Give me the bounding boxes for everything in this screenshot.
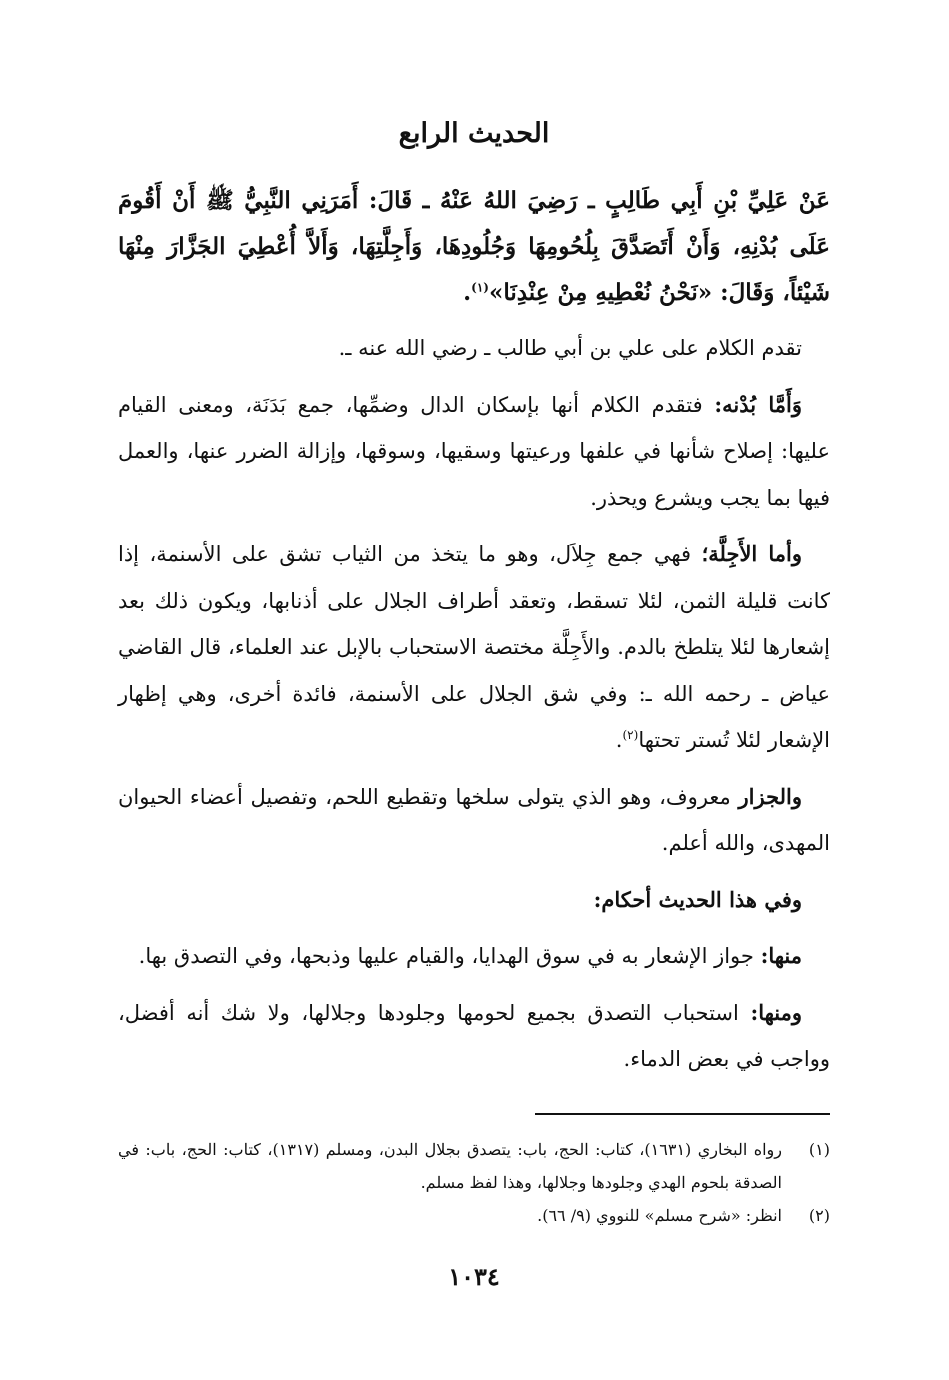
paragraph-body: جواز الإشعار به في سوق الهدايا، والقيام عليها وذبحها، وفي التصدق بها. (138, 944, 754, 968)
paragraph-lead-term: وَأَمَّا بُدْنه: (714, 391, 802, 417)
footnote-number: (١) (808, 1140, 830, 1159)
hadith-text: عَنْ عَلِيِّ بْنِ أَبِي طَالِبٍ ـ رَضِيَ اللهُ عَنْهُ ـ قَالَ: أَمَرَنِي النَّبِيُّ ﷺ أَنْ أَقُومَ عَلَى بُدْنِهِ، وَأَنْ أَتَصَدَّقَ بِلُحُومِهَا وَجُلُودِهَا، وَأَجِلَّتِهَا، وَأَلاَّ أُعْطِيَ الجَزَّارَ مِنْهَا شَيْئاً، وَقَالَ: «نَحْنُ نُعْطِيهِ مِنْ عِنْدِنَا» (118, 187, 830, 306)
paragraph-end-punctuation: . (615, 728, 623, 752)
rulings-heading: وفي هذا الحديث أحكام: (593, 886, 802, 912)
footnote-text: انظر: «شرح مسلم» للنووي (٩/ ٦٦). (537, 1206, 782, 1225)
footnote-ref-2[interactable]: (٢) (622, 728, 639, 742)
paragraph-ajilla (118, 531, 830, 764)
footnotes (118, 1133, 830, 1232)
footnote-item (118, 1133, 830, 1199)
paragraph-budn (118, 382, 830, 522)
paragraph-body: استحباب التصدق بجميع لحومها وجلودها وجلالها، ولا شك أنه أفضل، وواجب في بعض الدماء. (118, 1000, 830, 1071)
hadith-end-punctuation: . (463, 279, 472, 306)
chapter-title: الحديث الرابع (398, 118, 550, 149)
footnote-divider (535, 1113, 830, 1115)
paragraph-ruling-1 (118, 933, 830, 980)
page-number: ١٠٣٤ (448, 1262, 500, 1291)
paragraph-lead-term: منها: (760, 943, 802, 968)
footnote-ref-1[interactable]: (١) (471, 280, 489, 295)
paragraph-body: فتقدم الكلام أنها بإسكان الدال وضمِّها، جمع بَدَنَة، ومعنى القيام عليها: إصلاح شأنها في علفها ورعيتها وسقيها، وسوقها، وإزالة الضرر عنها، والعمل فيها بما يجب ويشرع ويحذر. (118, 392, 830, 510)
paragraph-lead-term: ومنها: (750, 999, 802, 1025)
hadith-text-block (118, 178, 830, 316)
paragraph-jazzar (118, 774, 830, 867)
book-page (118, 0, 830, 1380)
footnote-item (118, 1199, 830, 1232)
paragraph-body: فهي جمع جِلاَل، وهو ما يتخذ من الثياب تشق على الأسنمة، إذا كانت قليلة الثمن، لئلا تسقط، وتعقد أطراف الجلال على أذنابها، ويكون ذلك بعد إشعارها لئلا يتلطخ بالدم. والأَجِلَّة مختصة الاستحباب بالإبل عند العلماء، قال القاضي عياض ـ رحمه الله ـ: وفي شق الجلال على الأسنمة، فائدة أخرى، وهي إظهار الإشعار لئلا تُستر تحتها (118, 542, 830, 752)
paragraph-ruling-2 (118, 990, 830, 1083)
paragraph-body: معروف، وهو الذي يتولى سلخها وتقطيع اللحم، وتفصيل أعضاء الحيوان المهدى، والله أعلم. (118, 784, 830, 855)
footnote-text: رواه البخاري (١٦٣١)، كتاب: الحج، باب: يتصدق بجلال البدن، ومسلم (١٣١٧)، كتاب: الحج، باب: في الصدقة بلحوم الهدي وجلودها وجلالها، وهذا لفظ مسلم. (118, 1140, 782, 1192)
commentary (118, 325, 830, 1093)
footnote-number: (٢) (808, 1206, 830, 1225)
paragraph-lead-term: وأما الأَجِلَّة؛ (701, 541, 802, 566)
paragraph-lead-term: والجزار (738, 783, 802, 809)
paragraph-narrator: تقدم الكلام على علي بن أبي طالب ـ رضي الله عنه ـ. (338, 336, 802, 360)
